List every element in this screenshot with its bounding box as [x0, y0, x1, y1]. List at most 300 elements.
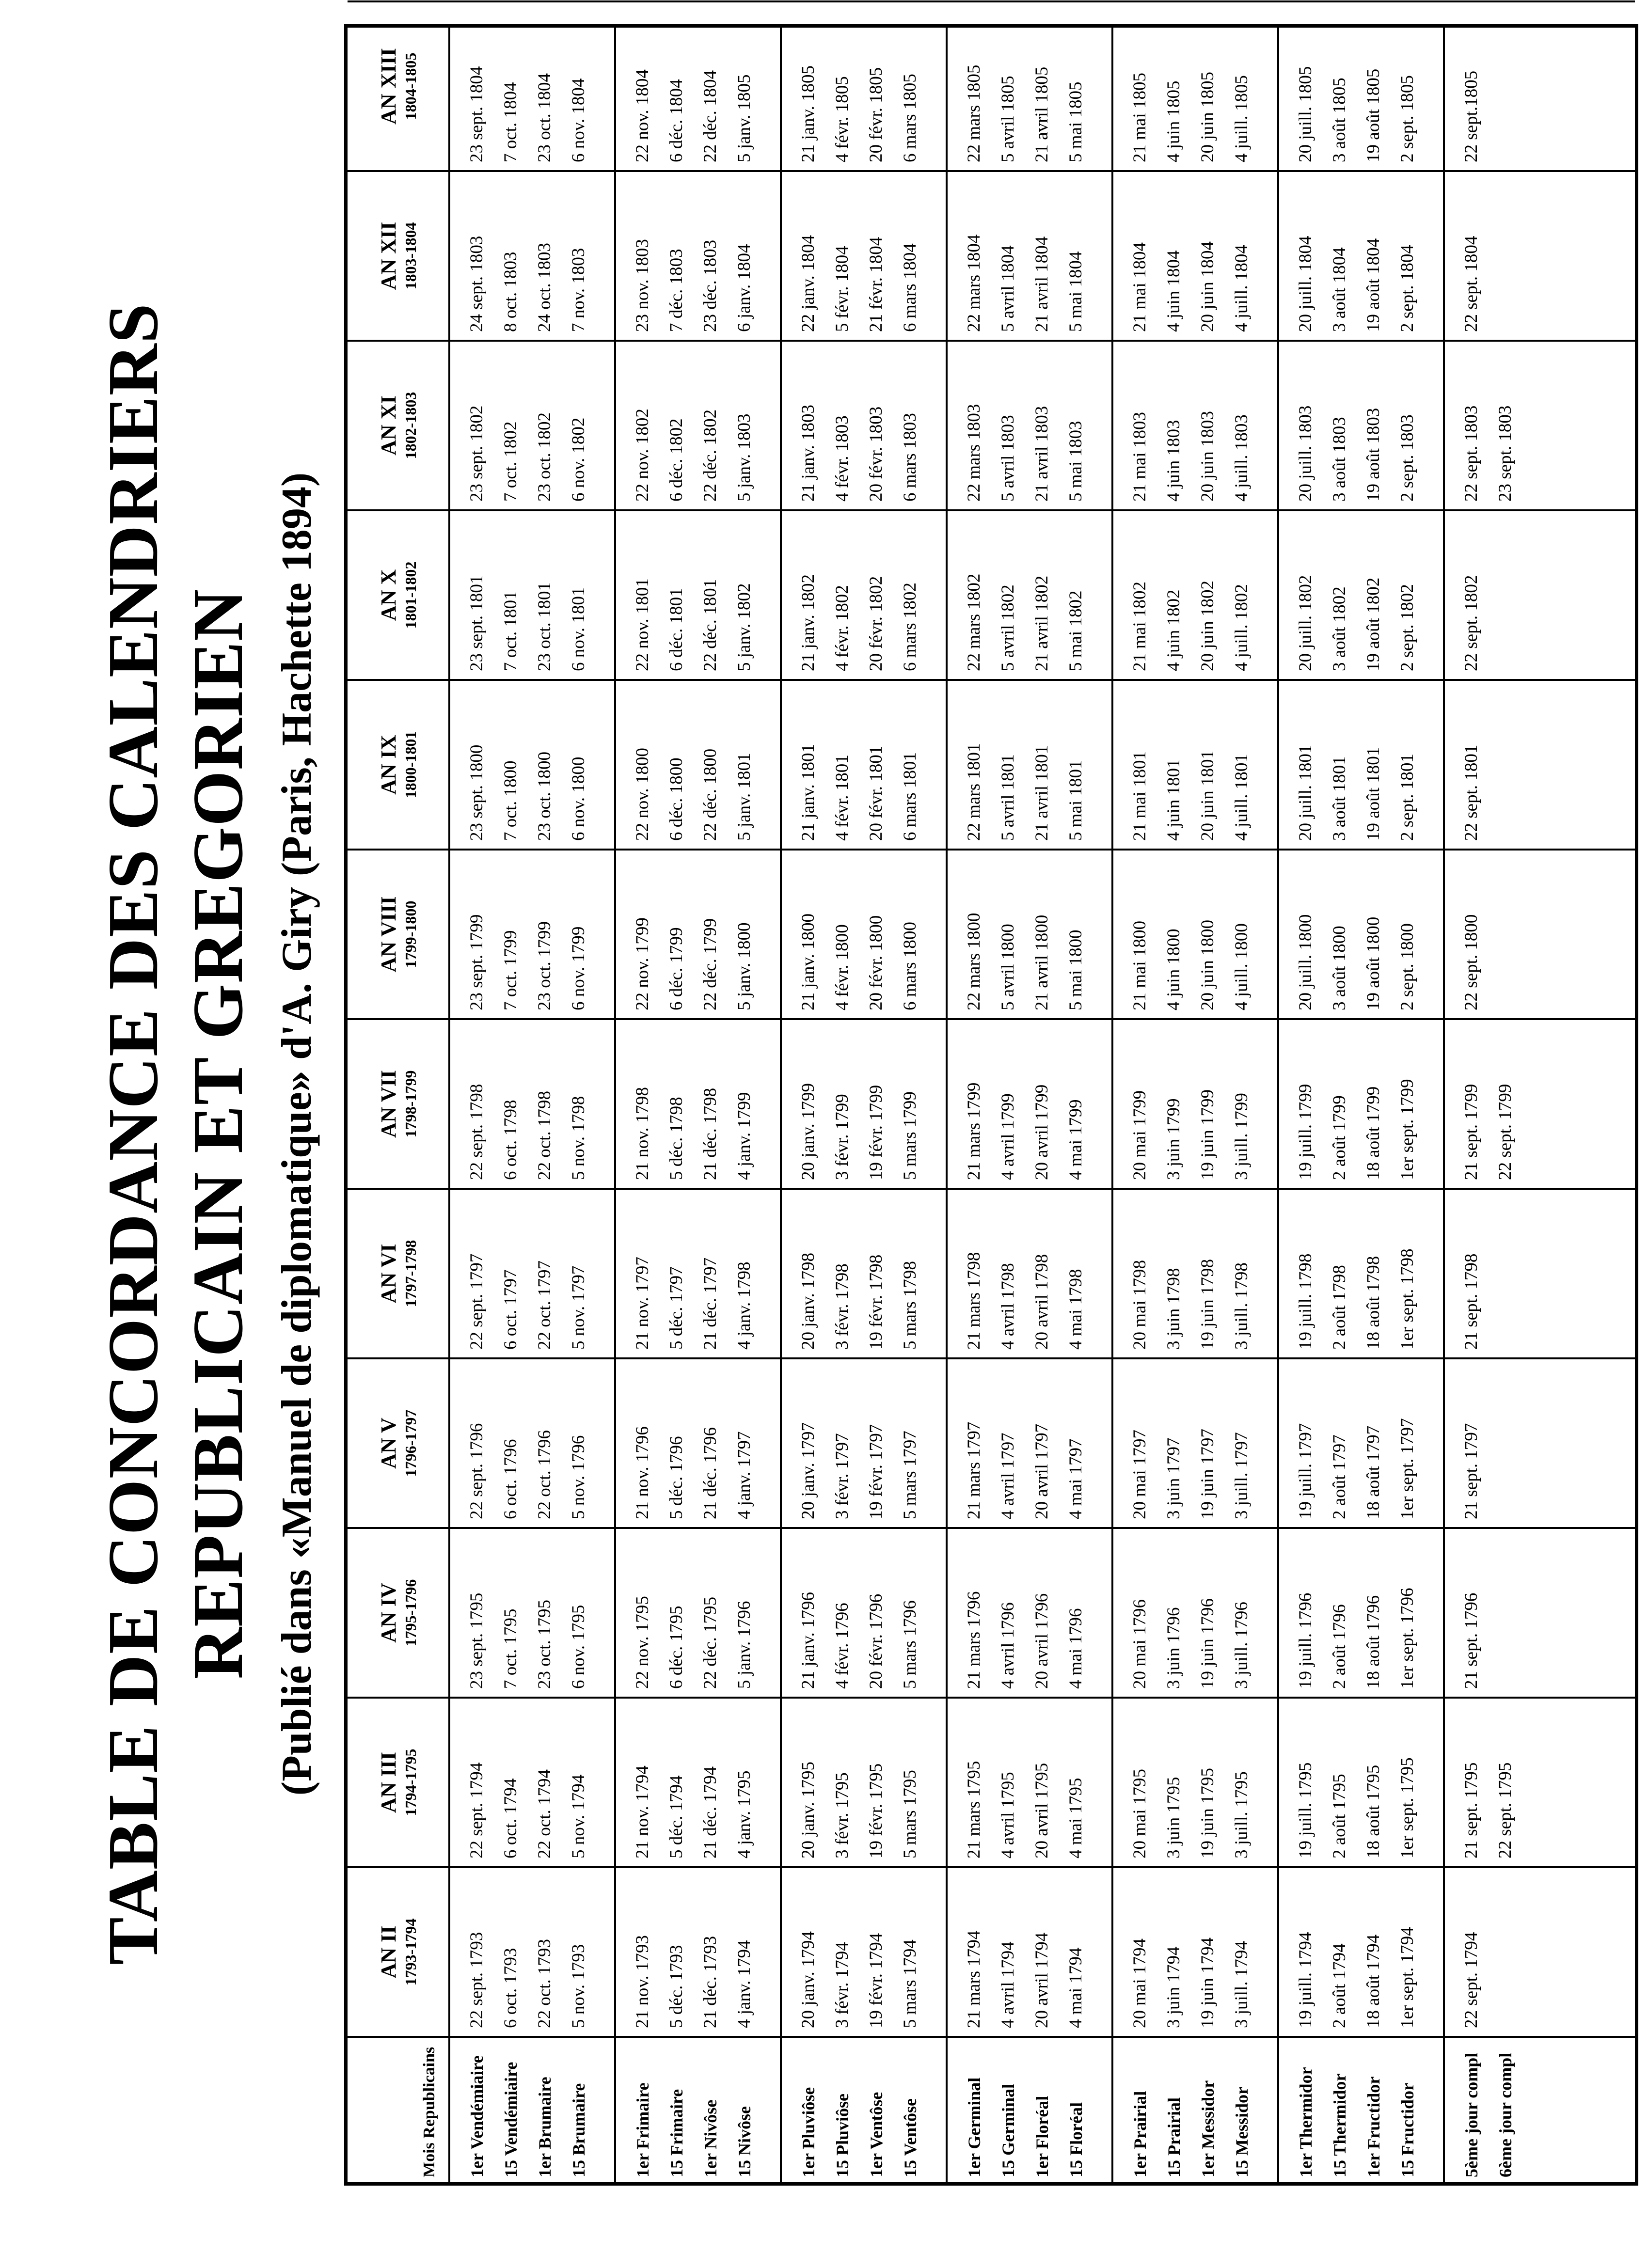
year-header — [377, 171, 420, 341]
gregorian-date: 5 déc. 1796 — [666, 1436, 686, 1519]
gregorian-date: 4 févr. 1801 — [832, 755, 852, 841]
gregorian-date: 4 févr. 1802 — [832, 585, 852, 671]
gregorian-date: 4 juill. 1805 — [1232, 75, 1252, 162]
gregorian-date: 7 oct. 1795 — [501, 1608, 521, 1689]
gregorian-date: 3 juill. 1794 — [1232, 1941, 1252, 2028]
gregorian-date: 22 sept. 1793 — [467, 1932, 487, 2028]
date-cell — [1289, 1079, 1425, 1180]
gregorian-date: 22 oct. 1796 — [535, 1430, 555, 1519]
year-label: AN VII — [377, 1070, 400, 1138]
gregorian-date: 19 août 1802 — [1363, 577, 1383, 671]
date-cell — [460, 1084, 596, 1180]
row-divider — [1277, 28, 1279, 2182]
date-cell — [1289, 66, 1425, 162]
gregorian-date: 19 juin 1795 — [1198, 1767, 1218, 1858]
gregorian-date: 21 mars 1794 — [964, 1930, 984, 2028]
gregorian-date: 22 déc. 1801 — [700, 579, 720, 671]
gregorian-date: 4 juill. 1803 — [1232, 414, 1252, 502]
gregorian-date: 21 sept. 1799 — [1461, 1084, 1481, 1180]
month-group-labels — [792, 2087, 927, 2177]
date-cell — [460, 406, 596, 502]
column-divider — [348, 1697, 1635, 1699]
gregorian-date: 20 juin 1805 — [1198, 71, 1218, 162]
gregorian-date: 18 août 1795 — [1363, 1764, 1383, 1858]
gregorian-date: 19 févr. 1798 — [866, 1254, 886, 1350]
gregorian-date: 6 déc. 1802 — [666, 418, 686, 502]
gregorian-date: 21 avril 1804 — [1032, 236, 1052, 332]
gregorian-date: 21 déc. 1796 — [700, 1427, 720, 1519]
gregorian-date: 3 juill. 1797 — [1232, 1432, 1252, 1519]
year-header — [377, 510, 420, 680]
gregorian-date: 21 mai 1803 — [1130, 412, 1150, 502]
gregorian-date: 21 nov. 1796 — [633, 1426, 652, 1519]
gregorian-date: 22 déc. 1804 — [700, 70, 720, 162]
gregorian-date: 5 déc. 1794 — [666, 1775, 686, 1858]
gregorian-date: 19 juill. 1799 — [1296, 1084, 1315, 1180]
title-line-2: REPUBLICAIN ET GREGORIEN — [178, 589, 258, 1679]
gregorian-date: 5 janv. 1801 — [734, 753, 754, 841]
gregorian-date: 20 mai 1796 — [1130, 1599, 1150, 1689]
gregorian-date: 20 mai 1799 — [1130, 1090, 1150, 1180]
gregorian-date: 20 juin 1802 — [1198, 580, 1218, 671]
gregorian-date: 19 févr. 1794 — [866, 1933, 886, 2028]
date-cell — [1289, 1757, 1425, 1858]
gregorian-date: 7 oct. 1799 — [501, 930, 521, 1010]
year-range: 1795-1796 — [402, 1579, 419, 1647]
gregorian-date: 5 nov. 1797 — [569, 1265, 588, 1350]
month-group-labels — [460, 2055, 596, 2177]
gregorian-date: 21 avril 1800 — [1032, 914, 1052, 1010]
gregorian-date: 20 juin 1804 — [1198, 241, 1218, 332]
gregorian-date: 3 juill. 1799 — [1232, 1093, 1252, 1180]
gregorian-date: 6 déc. 1799 — [666, 927, 686, 1010]
column-divider — [348, 849, 1635, 850]
month-group-labels — [626, 2082, 761, 2177]
gregorian-date: 5 déc. 1797 — [666, 1266, 686, 1350]
gregorian-date: 5 mai 1805 — [1066, 81, 1086, 162]
gregorian-date: 21 avril 1801 — [1032, 745, 1052, 841]
gregorian-date: 4 janv. 1795 — [734, 1770, 754, 1858]
gregorian-date: 19 août 1801 — [1363, 747, 1383, 841]
year-label: AN XII — [377, 221, 400, 290]
gregorian-date: 22 sept. 1796 — [467, 1423, 487, 1519]
gregorian-date: 22 sept. 1794 — [467, 1762, 487, 1858]
date-cell — [1289, 745, 1425, 841]
gregorian-date: 20 juin 1803 — [1198, 410, 1218, 502]
gregorian-date: 24 oct. 1803 — [535, 243, 555, 332]
gregorian-date: 3 août 1801 — [1330, 756, 1349, 841]
date-cell — [957, 1761, 1093, 1858]
gregorian-date: 4 avril 1797 — [998, 1433, 1018, 1519]
month-name: 1er Vendémiaire — [467, 2055, 487, 2177]
gregorian-date: 2 sept. 1803 — [1397, 414, 1417, 502]
date-cell — [626, 409, 761, 502]
year-range: 1804-1805 — [402, 52, 419, 120]
year-header — [377, 680, 420, 850]
date-cell — [626, 1596, 761, 1689]
gregorian-date: 4 juin 1801 — [1164, 759, 1184, 841]
month-name: 15 Floréal — [1066, 2102, 1086, 2177]
gregorian-date: 20 avril 1799 — [1032, 1084, 1052, 1180]
gregorian-date: 22 sept. 1797 — [467, 1253, 487, 1350]
gregorian-date: 7 oct. 1804 — [501, 82, 521, 162]
month-name: 15 Vendémiaire — [501, 2062, 521, 2177]
gregorian-date: 3 août 1804 — [1330, 247, 1349, 332]
month-name: 1er Messidor — [1198, 2080, 1218, 2177]
date-cell — [460, 1763, 596, 1858]
header-month-column: Mois Republicains — [420, 2047, 438, 2177]
gregorian-date: 19 juill. 1798 — [1296, 1253, 1315, 1350]
gregorian-date: 21 janv. 1802 — [798, 574, 818, 671]
date-cell — [957, 574, 1093, 671]
year-header — [377, 1867, 420, 2037]
gregorian-date: 5 mars 1796 — [900, 1600, 920, 1689]
gregorian-date: 3 juill. 1798 — [1232, 1262, 1252, 1350]
column-divider — [348, 679, 1635, 681]
gregorian-date: 3 févr. 1798 — [832, 1263, 852, 1350]
gregorian-date: 21 janv. 1803 — [798, 404, 818, 502]
gregorian-date: 20 juin 1800 — [1198, 919, 1218, 1010]
gregorian-date: 19 août 1803 — [1363, 408, 1383, 502]
gregorian-date: 20 mai 1797 — [1130, 1430, 1150, 1519]
gregorian-date: 4 févr. 1800 — [832, 924, 852, 1010]
gregorian-date: 21 déc. 1798 — [700, 1087, 720, 1180]
gregorian-date: 1er sept. 1799 — [1397, 1079, 1417, 1180]
date-cell — [1123, 1429, 1259, 1519]
gregorian-date: 21 mars 1796 — [964, 1591, 984, 1689]
gregorian-date: 4 févr. 1796 — [832, 1603, 852, 1689]
gregorian-date: 20 févr. 1805 — [866, 67, 886, 162]
gregorian-date: 22 nov. 1801 — [633, 578, 652, 671]
gregorian-date: 19 juin 1799 — [1198, 1089, 1218, 1180]
month-name: 1er Germinal — [965, 2077, 984, 2177]
gregorian-date: 4 mai 1794 — [1066, 1947, 1086, 2028]
concordance-table — [344, 24, 1638, 2186]
column-divider — [348, 1188, 1635, 1190]
gregorian-date: 3 févr. 1794 — [832, 1942, 852, 2028]
gregorian-date: 23 oct. 1804 — [535, 73, 555, 162]
gregorian-date: 4 avril 1799 — [998, 1093, 1018, 1180]
gregorian-date: 22 déc. 1799 — [700, 918, 720, 1010]
gregorian-date: 20 mai 1798 — [1130, 1260, 1150, 1350]
gregorian-date: 21 mars 1798 — [964, 1252, 984, 1350]
gregorian-date: 4 avril 1794 — [998, 1941, 1018, 2028]
month-name: 15 Messidor — [1232, 2087, 1252, 2177]
gregorian-date: 3 août 1802 — [1330, 586, 1349, 671]
gregorian-date: 21 déc. 1797 — [700, 1257, 720, 1350]
gregorian-date: 5 mai 1800 — [1066, 929, 1086, 1010]
gregorian-date: 6 nov. 1800 — [569, 756, 588, 841]
gregorian-date: 22 sept. 1795 — [1495, 1762, 1515, 1858]
year-header — [377, 1189, 420, 1358]
gregorian-date: 23 sept. 1803 — [1495, 405, 1515, 502]
column-divider — [348, 340, 1635, 342]
gregorian-date: 6 nov. 1801 — [569, 587, 588, 671]
subtitle: (Publié dans «Manuel de diplomatique» d'A. Giry (Paris, Hachette 1894) — [273, 472, 320, 1796]
gregorian-date: 2 août 1799 — [1330, 1095, 1349, 1180]
date-cell — [1123, 1598, 1259, 1689]
gregorian-date: 18 août 1796 — [1363, 1595, 1383, 1689]
year-label: AN VIII — [377, 896, 400, 973]
month-name: 15 Germinal — [998, 2084, 1018, 2177]
gregorian-date: 20 févr. 1796 — [866, 1593, 886, 1689]
gregorian-date: 6 déc. 1801 — [666, 588, 686, 671]
gregorian-date: 21 nov. 1797 — [633, 1257, 652, 1350]
year-range: 1793-1794 — [402, 1918, 419, 1986]
column-divider — [348, 1018, 1635, 1020]
year-label: AN VI — [377, 1244, 400, 1304]
month-name: 15 Nivôse — [735, 2106, 754, 2177]
gregorian-date: 5 mai 1802 — [1066, 590, 1086, 671]
gregorian-date: 21 janv. 1805 — [798, 65, 818, 162]
gregorian-date: 5 janv. 1803 — [734, 413, 754, 502]
gregorian-date: 4 févr. 1803 — [832, 415, 852, 502]
gregorian-date: 6 mars 1804 — [900, 243, 920, 332]
year-range: 1800-1801 — [402, 731, 419, 799]
gregorian-date: 23 sept. 1799 — [467, 914, 487, 1010]
year-range: 1796-1797 — [402, 1409, 419, 1477]
gregorian-date: 5 févr. 1804 — [832, 246, 852, 332]
gregorian-date: 3 août 1800 — [1330, 926, 1349, 1010]
gregorian-date: 18 août 1794 — [1363, 1934, 1383, 2028]
year-header — [377, 1528, 420, 1698]
date-cell — [1289, 1418, 1425, 1519]
title-line-1: TABLE DE CONCORDANCE DES CALENDRIERS — [94, 303, 173, 1965]
gregorian-date: 7 déc. 1803 — [666, 249, 686, 332]
gregorian-date: 21 janv. 1801 — [798, 743, 818, 841]
gregorian-date: 5 nov. 1793 — [569, 1944, 588, 2028]
gregorian-date: 7 nov. 1803 — [569, 248, 588, 332]
gregorian-date: 23 sept. 1800 — [467, 744, 487, 841]
gregorian-date: 2 août 1798 — [1330, 1265, 1349, 1350]
month-name: 1er Frimaire — [633, 2082, 652, 2177]
gregorian-date: 5 janv. 1805 — [734, 74, 754, 162]
date-cell — [460, 66, 596, 162]
date-cell — [1455, 71, 1489, 162]
gregorian-date: 21 nov. 1794 — [633, 1765, 652, 1858]
month-name: 1er Nivôse — [701, 2099, 720, 2177]
column-divider — [348, 0, 1635, 2]
gregorian-date: 23 déc. 1803 — [700, 239, 720, 332]
year-range: 1801-1802 — [402, 561, 419, 629]
gregorian-date: 4 mai 1795 — [1066, 1778, 1086, 1858]
gregorian-date: 6 mars 1805 — [900, 74, 920, 162]
month-name: 1er Brumaire — [535, 2077, 555, 2177]
gregorian-date: 20 avril 1795 — [1032, 1763, 1052, 1858]
gregorian-date: 3 juin 1795 — [1164, 1777, 1184, 1858]
month-name: 15 Pluviôse — [833, 2093, 852, 2177]
date-cell — [1289, 914, 1425, 1010]
gregorian-date: 22 sept. 1803 — [1461, 405, 1481, 502]
gregorian-date: 5 déc. 1798 — [666, 1097, 686, 1180]
column-divider — [348, 1866, 1635, 1868]
gregorian-date: 21 mai 1800 — [1130, 921, 1150, 1010]
gregorian-date: 2 sept. 1800 — [1397, 923, 1417, 1010]
gregorian-date: 21 sept. 1795 — [1461, 1762, 1481, 1858]
gregorian-date: 6 nov. 1795 — [569, 1605, 588, 1689]
date-cell — [460, 914, 596, 1010]
gregorian-date: 19 juin 1798 — [1198, 1259, 1218, 1350]
gregorian-date: 22 nov. 1795 — [633, 1596, 652, 1689]
gregorian-date: 5 nov. 1796 — [569, 1435, 588, 1519]
gregorian-date: 22 mars 1802 — [964, 573, 984, 671]
date-cell — [1289, 1927, 1425, 2028]
gregorian-date: 20 janv. 1798 — [798, 1252, 818, 1350]
date-cell — [957, 404, 1093, 502]
year-range: 1798-1799 — [402, 1070, 419, 1138]
gregorian-date: 22 sept. 1802 — [1461, 575, 1481, 671]
date-cell — [1123, 1089, 1259, 1180]
month-group-labels — [1455, 2053, 1522, 2177]
year-label: AN IX — [377, 735, 400, 795]
gregorian-date: 22 oct. 1797 — [535, 1260, 555, 1350]
month-name: 15 Ventôse — [901, 2098, 920, 2177]
gregorian-date: 4 févr. 1805 — [832, 76, 852, 162]
month-group-labels — [1289, 2067, 1425, 2177]
gregorian-date: 21 déc. 1794 — [700, 1766, 720, 1858]
gregorian-date: 5 avril 1805 — [998, 76, 1018, 162]
gregorian-date: 3 juin 1797 — [1164, 1437, 1184, 1519]
date-cell — [460, 1932, 596, 2028]
date-cell — [1289, 406, 1425, 502]
gregorian-date: 21 févr. 1804 — [866, 236, 886, 332]
gregorian-date: 22 nov. 1799 — [633, 917, 652, 1010]
gregorian-date: 2 août 1796 — [1330, 1604, 1349, 1689]
date-cell — [1123, 750, 1259, 841]
gregorian-date: 2 sept. 1801 — [1397, 754, 1417, 841]
date-cell — [626, 239, 761, 332]
date-cell — [1123, 1768, 1259, 1858]
gregorian-date: 19 juill. 1794 — [1296, 1932, 1315, 2028]
date-cell — [1455, 1084, 1522, 1180]
gregorian-date: 5 avril 1802 — [998, 584, 1018, 671]
gregorian-date: 2 août 1795 — [1330, 1774, 1349, 1858]
gregorian-date: 3 juin 1798 — [1164, 1268, 1184, 1350]
date-cell — [1123, 241, 1259, 332]
column-divider — [348, 170, 1635, 172]
gregorian-date: 4 avril 1798 — [998, 1263, 1018, 1350]
gregorian-date: 20 juill. 1802 — [1296, 575, 1315, 671]
date-cell — [1289, 1588, 1425, 1689]
gregorian-date: 21 mai 1805 — [1130, 73, 1150, 162]
gregorian-date: 18 août 1797 — [1363, 1425, 1383, 1519]
gregorian-date: 6 mars 1800 — [900, 922, 920, 1010]
date-cell — [792, 1931, 927, 2028]
gregorian-date: 23 oct. 1799 — [535, 921, 555, 1010]
gregorian-date: 20 mai 1795 — [1130, 1769, 1150, 1858]
date-cell — [792, 1762, 927, 1858]
gregorian-date: 3 juin 1799 — [1164, 1098, 1184, 1180]
year-label: AN III — [377, 1752, 400, 1813]
gregorian-date: 20 janv. 1795 — [798, 1761, 818, 1858]
month-name: 15 Brumaire — [569, 2083, 588, 2177]
date-cell — [1455, 745, 1489, 841]
gregorian-date: 23 oct. 1802 — [535, 412, 555, 502]
date-cell — [1123, 581, 1259, 671]
gregorian-date: 1er sept. 1798 — [1397, 1248, 1417, 1350]
month-group-labels — [957, 2078, 1093, 2177]
month-name: 1er Thermidor — [1296, 2067, 1315, 2177]
gregorian-date: 19 juill. 1796 — [1296, 1592, 1315, 1689]
date-cell — [792, 574, 927, 671]
gregorian-date: 21 avril 1803 — [1032, 406, 1052, 502]
gregorian-date: 21 janv. 1800 — [798, 913, 818, 1010]
gregorian-date: 22 mars 1805 — [964, 64, 984, 162]
gregorian-date: 5 janv. 1802 — [734, 583, 754, 671]
month-name: 1er Prairial — [1130, 2091, 1150, 2177]
date-cell — [792, 744, 927, 841]
month-group-labels — [1123, 2080, 1259, 2177]
year-header — [377, 1698, 420, 1867]
date-cell — [1455, 575, 1489, 671]
gregorian-date: 3 févr. 1795 — [832, 1772, 852, 1858]
date-cell — [1289, 1248, 1425, 1350]
gregorian-date: 20 févr. 1801 — [866, 745, 886, 841]
gregorian-date: 21 déc. 1793 — [700, 1936, 720, 2028]
date-cell — [1289, 575, 1425, 671]
gregorian-date: 6 mars 1801 — [900, 752, 920, 841]
date-cell — [460, 236, 596, 332]
gregorian-date: 21 mars 1799 — [964, 1082, 984, 1180]
month-name: 15 Prairial — [1164, 2097, 1184, 2177]
year-header — [377, 341, 420, 510]
gregorian-date: 20 avril 1796 — [1032, 1593, 1052, 1689]
gregorian-date: 23 sept. 1802 — [467, 405, 487, 502]
gregorian-date: 3 août 1803 — [1330, 417, 1349, 502]
date-cell — [1455, 406, 1522, 502]
gregorian-date: 4 juin 1803 — [1164, 420, 1184, 502]
date-cell — [626, 69, 761, 162]
gregorian-date: 21 sept. 1797 — [1461, 1423, 1481, 1519]
gregorian-date: 5 déc. 1793 — [666, 1945, 686, 2028]
gregorian-date: 3 juin 1796 — [1164, 1607, 1184, 1689]
gregorian-date: 22 sept. 1798 — [467, 1084, 487, 1180]
gregorian-date: 3 juill. 1795 — [1232, 1771, 1252, 1858]
gregorian-date: 7 oct. 1801 — [501, 591, 521, 671]
gregorian-date: 3 août 1805 — [1330, 78, 1349, 162]
gregorian-date: 22 oct. 1794 — [535, 1769, 555, 1858]
gregorian-date: 22 sept. 1804 — [1461, 236, 1481, 332]
date-cell — [626, 1257, 761, 1350]
gregorian-date: 19 août 1804 — [1363, 238, 1383, 332]
date-cell — [957, 235, 1093, 332]
date-cell — [1123, 1259, 1259, 1350]
gregorian-date: 19 juin 1794 — [1198, 1937, 1218, 2028]
gregorian-date: 5 mars 1799 — [900, 1091, 920, 1180]
month-name: 6ème jour compl — [1496, 2052, 1515, 2177]
date-cell — [460, 745, 596, 841]
gregorian-date: 2 sept. 1804 — [1397, 245, 1417, 332]
gregorian-date: 21 janv. 1796 — [798, 1591, 818, 1689]
gregorian-date: 4 avril 1795 — [998, 1772, 1018, 1858]
gregorian-date: 21 nov. 1798 — [633, 1087, 652, 1180]
gregorian-date: 19 févr. 1795 — [866, 1763, 886, 1858]
gregorian-date: 4 janv. 1799 — [734, 1092, 754, 1180]
date-cell — [460, 575, 596, 671]
gregorian-date: 22 déc. 1800 — [700, 748, 720, 841]
gregorian-date: 21 mars 1795 — [964, 1761, 984, 1858]
gregorian-date: 5 nov. 1794 — [569, 1774, 588, 1858]
gregorian-date: 21 avril 1802 — [1032, 575, 1052, 671]
date-cell — [626, 1087, 761, 1180]
date-cell — [1455, 1593, 1489, 1689]
gregorian-date: 4 juill. 1800 — [1232, 923, 1252, 1010]
year-range — [401, 0, 420, 1]
date-cell — [792, 405, 927, 502]
gregorian-date: 1er sept. 1794 — [1397, 1927, 1417, 2028]
gregorian-date: 21 sept. 1796 — [1461, 1592, 1481, 1689]
gregorian-date: 22 déc. 1795 — [700, 1596, 720, 1689]
